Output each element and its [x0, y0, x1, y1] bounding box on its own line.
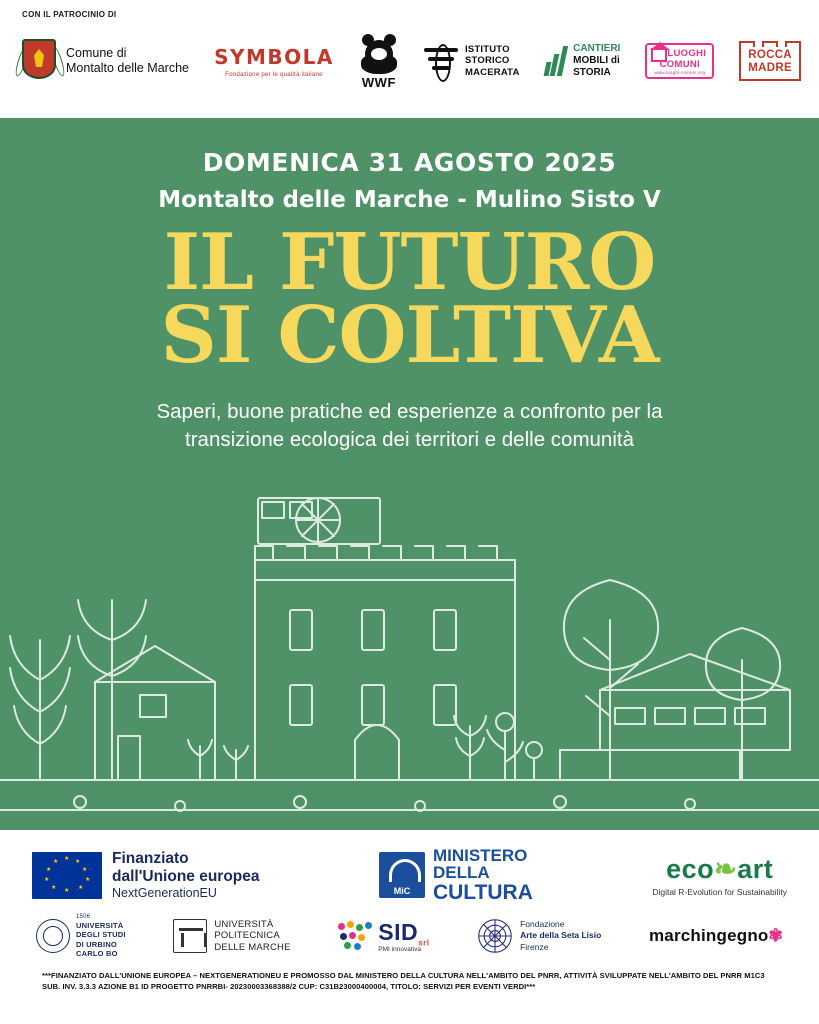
rocca-madre-logo: [739, 41, 801, 80]
wwf-wordmark: WWF: [361, 75, 396, 90]
cantieri-line-1: CANTIERI: [573, 43, 621, 54]
mic-emblem-icon: [379, 852, 425, 898]
comune-line-2: Montalto delle Marche: [66, 61, 189, 75]
eu-line-2: dall'Unione europea: [112, 867, 260, 885]
footer-logo-row-1: [20, 842, 799, 908]
comune-line-1: Comune di: [66, 45, 127, 60]
urbino-line-1: UNIVERSITÀ: [76, 921, 124, 930]
university-seal-icon: [36, 919, 70, 953]
funding-disclaimer: ***FINANZIATO DALL'UNIONE EUROPEA – NEXTGENERATIONEU E PROMOSSO DAL MINISTERO DELLA CULTURA NELL'AMBITO DEL PNRR, ATTIVITÀ SVILUPPATE NELL'AMBITO DEL PNRR M1C3 SUB. INV. 3.3.3 AZIONE B1 ID PROGETTO PNRRBI- 20230003368388/2 CUP: C31B23000400004, TITOLO: SERVIZI PER EVENTI VERDI***: [42, 971, 765, 991]
istituto-logo-text: [465, 44, 520, 77]
gear-icon: ✾: [768, 926, 783, 945]
univpm-line-3: DELLE MARCHE: [214, 941, 291, 953]
universita-urbino-logo: [36, 914, 126, 959]
sid-wordmark: [378, 919, 429, 948]
seta-line-3: Firenze: [520, 941, 549, 952]
sid-suffix: srl: [418, 938, 430, 948]
subtitle-line-2: transizione ecologica dei territori e delle comunità: [185, 428, 634, 452]
patronage-bar: [0, 0, 819, 118]
poster-panel: [0, 118, 819, 830]
eu-line-3: NextGenerationEU: [112, 885, 217, 900]
leaf-icon: ❧: [714, 853, 738, 884]
luoghi-line-2: COMUNI: [659, 59, 700, 70]
comune-logo-text: [66, 46, 189, 77]
sid-word-text: SID: [378, 919, 419, 946]
istituto-line-2: STORICO: [464, 55, 510, 67]
cantieri-mobili-di-storia-logo: [545, 43, 621, 79]
seta-line-1: Fondazione: [520, 919, 565, 930]
seta-line-2: Arte della Seta Lisio: [520, 930, 602, 941]
univpm-line-1: UNIVERSITÀ: [214, 918, 274, 930]
mic-line-1: MINISTERO: [432, 845, 528, 865]
eu-logo-text: [112, 850, 260, 900]
mic-line-3: CULTURA: [432, 880, 533, 904]
ecoart-logo: [652, 854, 787, 897]
rosette-icon: [477, 918, 513, 954]
cantieri-logo-text: [573, 43, 620, 79]
footer-logo-row-2: [20, 908, 799, 964]
cantieri-line-3: STORIA: [573, 67, 611, 78]
ministero-della-cultura-logo: [379, 847, 533, 903]
sid-logo: [338, 919, 429, 953]
universita-politecnica-delle-marche-logo: [173, 919, 290, 953]
univpm-emblem-icon: [173, 919, 207, 953]
istituto-line-1: ISTITUTO: [464, 44, 510, 56]
poster-headline: [0, 217, 819, 381]
green-bars-icon: [545, 46, 568, 76]
village-illustration: [0, 450, 819, 830]
istituto-storico-macerata-logo: [424, 44, 520, 78]
comune-logo: [22, 39, 189, 83]
headline-line-2: SI COLTIVA: [160, 289, 659, 381]
symbola-wordmark: SYMBOLA: [214, 44, 334, 69]
patronage-logo-row: [22, 25, 801, 97]
luoghi-comuni-logo: [645, 43, 714, 79]
luoghi-line-1: LUOGHI: [667, 48, 707, 59]
event-location: Montalto delle Marche - Mulino Sisto V: [158, 187, 661, 213]
luoghi-url: www.luoghi-comuni.org: [654, 70, 706, 75]
marchingegno-logo: [649, 926, 783, 946]
european-union-funding-logo: [32, 850, 260, 900]
urbino-logo-text: [76, 914, 126, 959]
mic-line-2: DELLA: [432, 863, 490, 883]
eu-flag-icon: ★ ★ ★ ★ ★ ★ ★ ★ ★ ★: [32, 852, 102, 899]
ecoart-word-1: eco: [666, 853, 715, 884]
cantieri-line-2: MOBILI di: [573, 55, 620, 66]
urbino-line-4: CARLO BO: [76, 949, 118, 959]
headline-line-1: IL FUTURO: [163, 217, 656, 308]
sid-dots-icon: [338, 921, 372, 951]
poster-subtitle: [0, 398, 819, 455]
patronage-label: CON IL PATROCINIO DI: [22, 10, 117, 19]
event-date: DOMENICA 31 AGOSTO 2025: [202, 148, 617, 177]
univpm-logo-text: [214, 919, 290, 953]
urbino-year: 1506: [76, 913, 91, 920]
rocca-line-2: MADRE: [748, 61, 792, 74]
fondazione-arte-della-seta-lisio-logo: [477, 918, 601, 954]
wwf-logo: [359, 32, 399, 90]
seta-logo-text: [520, 919, 601, 952]
footer-logos: [0, 830, 819, 1024]
poster-text-block: [0, 118, 819, 455]
rocca-line-1: ROCCA: [748, 49, 792, 62]
ecoart-word-2: art: [737, 853, 774, 884]
ecoart-wordmark: [652, 854, 787, 885]
house-icon: [651, 48, 667, 62]
coat-of-arms-icon: [22, 39, 58, 83]
univpm-line-2: POLITECNICA: [214, 930, 280, 942]
book-mark-icon: [424, 44, 458, 78]
subtitle-line-1: Saperi, buone pratiche ed esperienze a confronto per la: [156, 400, 663, 424]
ecoart-tagline: Digital R-Evolution for Sustainability: [652, 886, 787, 897]
istituto-line-3: MACERATA: [464, 66, 520, 78]
marchingegno-wordmark: marchingegno: [648, 926, 769, 945]
urbino-line-3: DI URBINO: [76, 939, 117, 949]
panda-icon: [359, 32, 399, 74]
urbino-line-2: DEGLI STUDI: [76, 930, 126, 940]
symbola-logo: [214, 45, 334, 78]
symbola-tagline: Fondazione per le qualità italiane: [225, 70, 323, 78]
eu-line-1: Finanziato: [112, 850, 189, 867]
mic-logo-text: [433, 847, 533, 903]
sid-tagline: PMI innovativa: [378, 945, 421, 953]
